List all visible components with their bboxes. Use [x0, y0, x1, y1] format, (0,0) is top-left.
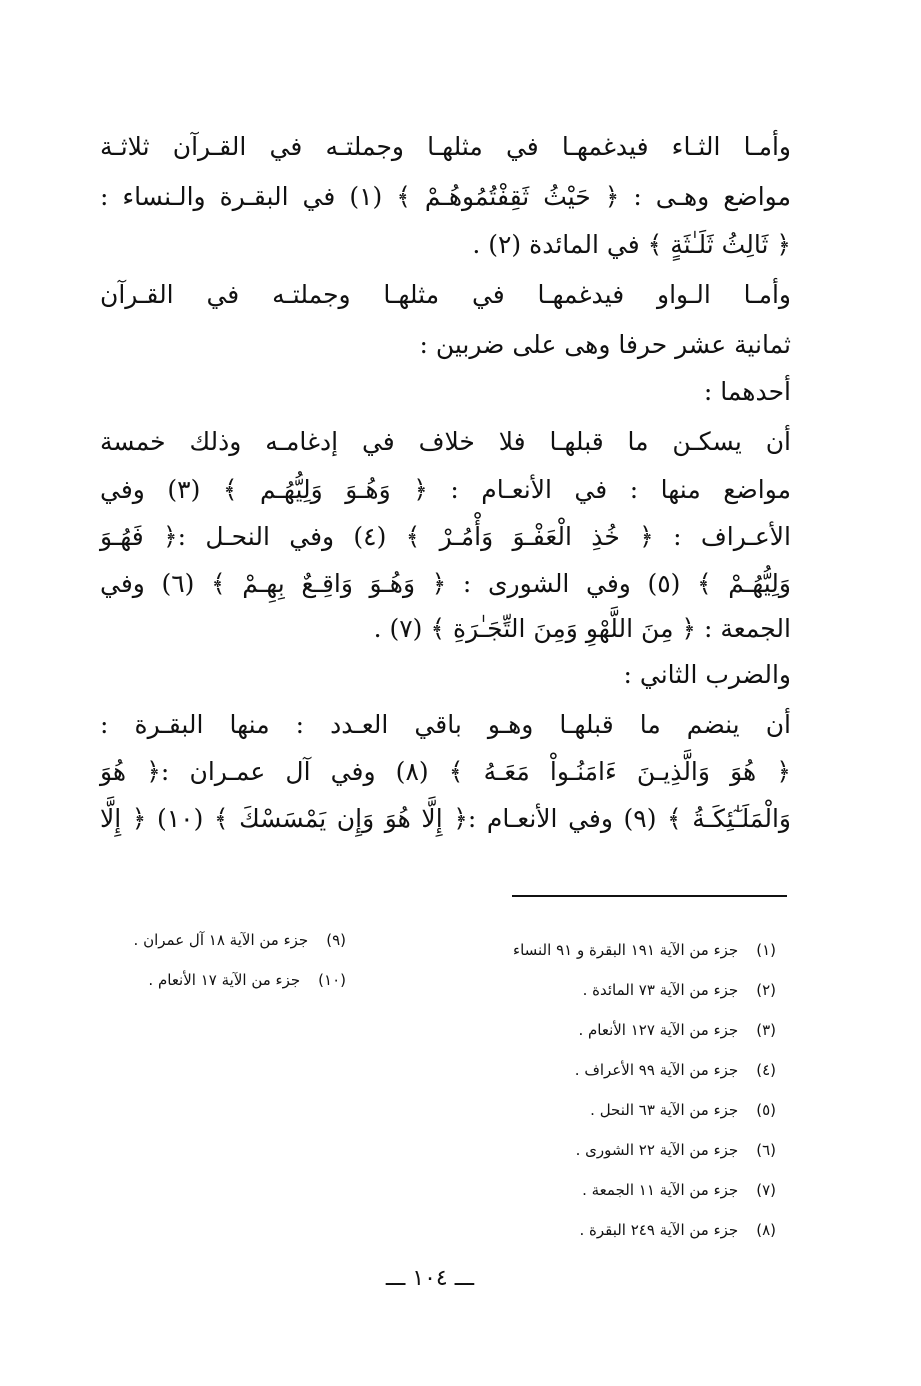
footnote-text: جزء من الآية ٢٤٩ البقرة .	[579, 1221, 739, 1239]
footnote-item	[576, 1140, 776, 1160]
text-line: الأعـراف : ﴿ خُذِ الْعَفْـوَ وَأْمُـرْ ﴾ (٤) وفي النحـل :﴿ فَهُـوَ	[100, 522, 791, 551]
text-line: ﴿ ثَالِثُ ثَلَـٰثَةٍ ﴾ في المائدة (٢) .	[472, 230, 791, 259]
page-number: ـــ ١٠٤ ـــ	[385, 1266, 475, 1291]
footnote-text: جزء من الآية ١٧ الأنعام .	[148, 971, 301, 989]
footnote-number: (٢)	[756, 981, 776, 999]
footnote-number: (١٠)	[318, 971, 346, 989]
footnote-number: (٩)	[326, 931, 346, 949]
text-line: أن ينضم ما قبلهـا وهـو باقي العـدد : منها البقـرة :	[100, 710, 791, 739]
text-line: مواضع وهـى : ﴿ حَيْثُ ثَقِفْتُمُوهُـمْ ﴾ (١) في البقـرة والـنساء :	[100, 182, 791, 211]
footnote-number: (٨)	[756, 1221, 776, 1239]
text-line: أن يسكـن ما قبلهـا فلا خلاف في إدغامـه وذلك خمسة	[100, 427, 791, 456]
footnote-text: جزء من الآية ١٩١ البقرة و ٩١ النساء	[513, 941, 739, 959]
footnote-item	[583, 980, 776, 1000]
footnote-text: جزء من الآية ٧٣ المائدة .	[582, 981, 739, 999]
footnote-text: جزء من الآية ١٢٧ الأنعام .	[578, 1021, 739, 1039]
text-line: أحدهما :	[703, 377, 791, 406]
text-line: وأمـا الثـاء فيدغمهـا في مثلهـا وجملتـه في القـرآن ثلاثـة	[100, 132, 791, 161]
text-line: ﴿ هُوَ وَالَّذِيـنَ ءَامَنُـواْ مَعَـهُ ﴾ (٨) وفي آل عمـران :﴿ هُوَ	[100, 757, 791, 786]
text-line: مواضع منها : في الأنعـام : ﴿ وَهُـوَ وَلِيُّهُـم ﴾ (٣) وفي	[100, 475, 792, 504]
footnote-item	[134, 930, 346, 950]
text-line: والضرب الثاني :	[623, 660, 791, 689]
footnote-text: جزء من الآية ٢٢ الشورى .	[575, 1141, 739, 1159]
footnote-item	[513, 940, 776, 960]
footnote-text: جزء من الآية ١١ الجمعة .	[582, 1181, 739, 1199]
footnote-separator	[512, 895, 787, 897]
footnote-item	[575, 1060, 776, 1080]
text-line: وَلِيُّهُـمْ ﴾ (٥) وفي الشورى : ﴿ وَهُـوَ وَاقِـعٌ بِهِـمْ ﴾ (٦) وفي	[100, 569, 791, 598]
footnote-text: جزء من الآية ١٨ آل عمران .	[133, 931, 309, 949]
text-line: وَالْمَلَـٰٓئِكَـةُ ﴾ (٩) وفي الأنعـام :﴿ إِلَّا هُوَ وَإِن يَمْسَسْكَ ﴾ (١٠) ﴿ إِلَّا	[100, 804, 791, 833]
footnote-item	[578, 1020, 776, 1040]
footnote-number: (٦)	[756, 1141, 776, 1159]
footnote-number: (٥)	[756, 1101, 776, 1119]
footnote-number: (٤)	[756, 1061, 776, 1079]
footnote-text: جزء من الآية ٩٩ الأعراف .	[574, 1061, 739, 1079]
footnote-number: (٣)	[756, 1021, 776, 1039]
footnote-text: جزء من الآية ٦٣ النحل .	[590, 1101, 739, 1119]
text-line: الجمعة : ﴿ مِنَ اللَّهْوِ وَمِنَ التِّجَـٰرَةِ ﴾ (٧) .	[373, 614, 791, 643]
footnote-number: (١)	[756, 941, 776, 959]
footnote-number: (٧)	[756, 1181, 776, 1199]
footnote-item	[148, 970, 346, 990]
footnote-item	[579, 1220, 776, 1240]
text-line: وأمـا الـواو فيدغمهـا في مثلهـا وجملتـه في القـرآن	[100, 280, 791, 309]
footnote-item	[582, 1180, 776, 1200]
text-line: ثمانية عشر حرفا وهى على ضربين :	[419, 330, 791, 359]
footnote-item	[590, 1100, 776, 1120]
